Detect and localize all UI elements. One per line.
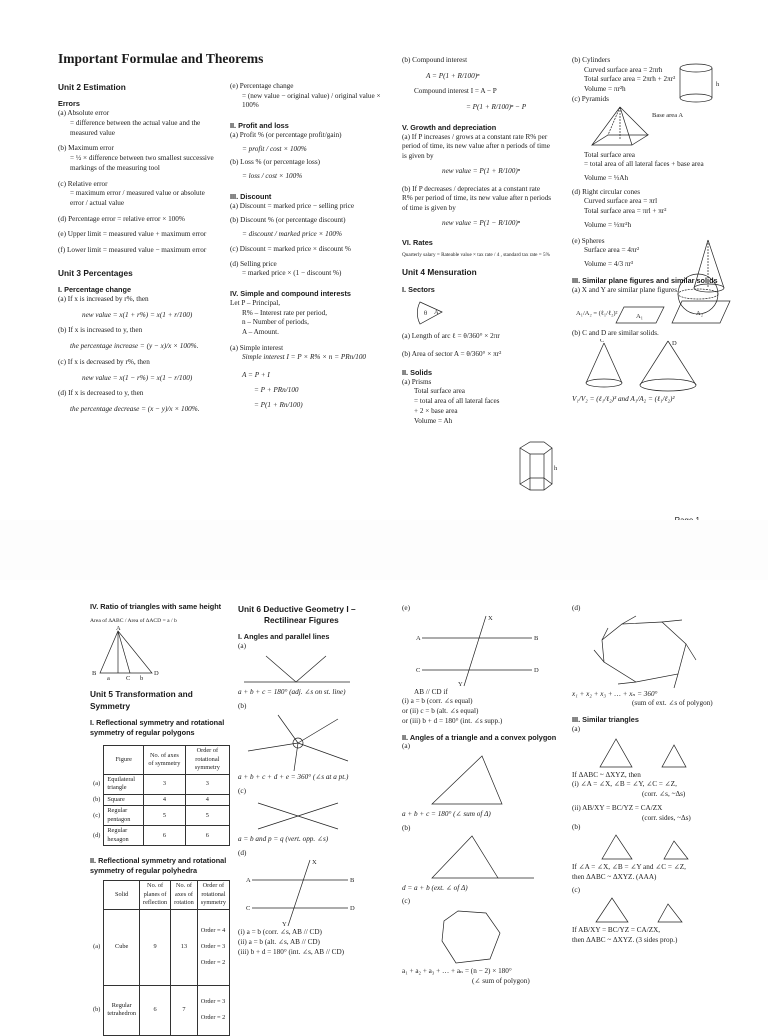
svg-text:D: D [154,670,159,678]
page-gap [0,520,768,580]
triangle-xyz [662,745,686,767]
prisms-line-1: Total surface area [414,387,465,396]
pyramid-volume: Volume = ⅓Ah [584,174,629,183]
solids-heading: II. Solids [402,367,433,377]
label-b-3: (b) [572,823,581,832]
similar-cones [572,339,732,395]
growth-a-formula: new value = P(1 + R/100)ⁿ [442,166,521,175]
table-row: (b) Square 4 4 [90,794,230,806]
polygon-interior-formula: a₁ + a₂ + a₃ + … + aₙ = (n − 2) × 180° [402,967,512,976]
unit-2-heading: Unit 2 Estimation [58,82,126,93]
label-a-2: (a) [402,742,410,751]
svg-text:C: C [126,675,131,683]
selling-price-formula: = marked price × (1 − discount %) [242,269,342,278]
compound-formula: A = P(1 + R/100)ⁿ [426,71,480,80]
cylinder-csa: Curved surface area = 2πrh [584,65,663,74]
svg-text:A₁: A₁ [636,313,643,321]
label-e: (e) [402,604,410,612]
svg-text:X: X [488,614,493,622]
prism-diagram [512,440,560,496]
pct-change-e: (e) Percentage change [230,82,294,90]
discount-a: (a) Discount = marked price − selling price [230,201,355,210]
pct-d-formula: the percentage decrease = (x − y)/x × 100%. [70,404,200,413]
vertically-opposite-formula: a = b and p = q (vert. opp. ∠s) [238,834,329,843]
growth-heading: V. Growth and depreciation [402,122,497,132]
svg-text:B: B [350,877,355,885]
prism-bottom [520,478,552,490]
triangle-abc-3 [596,898,628,922]
table-header-cell: Order of rotational symmetry [185,746,229,775]
unit-6-heading-2: Rectilinear Figures [264,615,339,626]
unit-5-heading: Unit 5 Transformation and Symmetry [90,689,193,711]
adjacent-angles-diagram [238,652,358,688]
triangle-abc-2 [602,835,632,859]
table-header-cell: Figure [104,746,144,775]
sector-label-a: A [434,309,439,317]
rs-polyhedra-heading: II. Reflectional symmetry and rotational symmetry of regular polyhedra [90,856,227,876]
parallel-test-diagram [402,614,542,688]
svg-text:D: D [672,340,677,348]
parallel-i: (i) a = b (corr. ∠s, AB // CD) [238,928,322,937]
similar-b-2: then ΔABC ~ ΔXYZ. (AAA) [572,872,657,881]
cylinder-volume: Volume = πr²h [584,85,626,94]
exterior-angles-reason: (sum of ext. ∠s of polygon) [632,699,713,708]
triangle-abc [600,739,632,767]
table-row: (c) Regular pentagon 5 5 [90,806,230,826]
discount-heading: III. Discount [230,191,272,201]
angles-parallel-heading: I. Angles and parallel lines [238,632,330,642]
similar-a-2-reason: (corr. ∠s, ~Δs) [642,790,686,799]
similar-a: (a) X and Y are similar plane figures. [572,285,679,294]
cylinder-diagram [676,62,726,104]
polygon-interior-reason: (∠ sum of polygon) [472,976,530,985]
relative-error-label: (c) Relative error [58,179,108,188]
errors-heading: Errors [58,99,80,109]
amount-formula-3: = P(1 + Rn/100) [254,400,303,409]
angles-at-point-diagram [238,711,358,773]
p2-column-2 [238,604,388,957]
parallel-test-1: (i) a = b (corr. ∠s equal) [402,697,473,706]
similar-triangles-c [572,896,712,926]
sector-label-theta: θ [424,310,428,318]
unit-6-heading: Unit 6 Deductive Geometry I – [238,604,356,614]
svg-text:A: A [416,634,421,642]
prisms-label: (a) Prisms [402,377,432,386]
cones-label: (d) Right circular cones [572,187,641,196]
label-b: (b) [238,701,247,710]
cone-c-base [586,379,622,387]
pct-a-formula: new value = x(1 + r%) = x(1 + r/100) [82,310,193,319]
parallel-test-2: or (ii) c = b (alt. ∠s equal) [402,707,479,716]
parallel-ii: (ii) a = b (alt. ∠s, AB // CD) [238,937,320,946]
rates-heading: VI. Rates [402,238,433,248]
cylinder-tsa: Total surface area = 2πrh + 2πr² [584,75,676,84]
similar-a-3-reason: (corr. sides, ~Δs) [642,813,691,822]
prisms-line-2: = total area of all lateral faces [414,397,500,406]
page-title: Important Formulae and Theorems [58,51,264,66]
pyramid-tsa-1: Total surface area [584,150,635,159]
triangle-polygon-heading: II. Angles of a triangle and a convex polygon [402,732,557,742]
cone-volume: Volume = ⅓πr²h [584,220,632,229]
ratio-triangles-diagram [90,625,170,685]
polygon-symmetry-table [90,745,230,846]
discount-b-formula: = discount / marked price × 100% [242,230,342,239]
interest-heading: IV. Simple and compound interests [230,289,351,299]
cone-tsa: Total surface area = πrl + πr² [584,207,667,216]
p2-column-4 [572,604,732,946]
svg-text:b: b [140,675,144,683]
sector-area: (b) Area of sector A = θ/360° × πr² [402,350,502,359]
amount-formula-2: = P + PRn/100 [254,385,299,394]
parallel-test-3: or (iii) b + d = 180° (int. ∠s supp.) [402,716,503,725]
rates-formula: Quarterly salary = Rateable value × tax rate / 4 , standard tax rate = 5% [402,252,550,259]
table-row: (d) Regular hexagon 6 6 [90,826,230,846]
exterior-angle-formula: d = a + b (ext. ∠ of Δ) [402,883,468,892]
similar-c-2: then ΔABC ~ ΔXYZ. (3 sides prop.) [572,935,678,944]
loss-pct-formula: = loss / cost × 100% [242,172,303,181]
pct-b-formula: the percentage increase = (y − x)/x × 100%. [70,342,199,351]
table-header-cell: No. of axes of symmetry [144,746,185,775]
absolute-error-def-2: measured value [70,128,115,137]
relative-error-def: = maximum error / measured value or absolute error / actual value [70,189,205,207]
label-a: (a) [238,642,246,651]
adjacent-angles-formula: a + b + c = 180° (adj. ∠s on st. line) [238,687,346,696]
similar-triangles-heading: III. Similar triangles [572,715,639,725]
p1-column-3 [402,56,560,426]
svg-text:D: D [350,905,355,913]
maximum-error-label: (b) Maximum error [58,144,114,153]
svg-text:h: h [716,81,720,88]
rs-polygons-heading: I. Reflectional symmetry and rotational symmetry of regular polygons [90,717,225,737]
similar-triangles-a [572,735,712,771]
parallel-lines-diagram [238,858,358,928]
ratio-formula: Area of ΔABC / Area of ΔACD = a / b [90,617,177,624]
p1-column-2 [230,82,388,410]
polyhedra-symmetry-table [90,880,230,1036]
triangle-abd [100,631,152,673]
compound-interest-formula-2: = P(1 + R/100)ⁿ − P [466,103,527,112]
profit-pct: (a) Profit % (or percentage profit/gain) [230,131,342,139]
pct-a: (a) If x is increased by r%, then [58,294,149,303]
svg-text:B: B [92,670,97,678]
svg-text:C: C [600,339,605,345]
cone-d-base [640,379,696,391]
similar-solids-formula: V₁/V₂ = (ℓ₁/ℓ₂)³ and A₁/A₂ = (ℓ₁/ℓ₂)² [572,395,675,404]
sector-diagram [402,294,462,328]
svg-text:A₂: A₂ [696,310,703,318]
similar-a-1: If ΔABC ~ ΔXYZ, then [572,770,641,779]
interest-let-p: Let P – Principal, [230,298,281,307]
svg-text:X: X [312,859,317,867]
loss-pct: (b) Loss % (or percentage loss) [230,158,321,167]
pct-change-e-formula: = (new value − original value) / original value × 100% [242,91,381,110]
table-row: (b) Regular tetrahedron 6 7 Order = 3 Order = 2 [90,985,230,1035]
interest-let-a: A – Amount. [242,328,279,337]
convex-polygon [442,911,500,963]
pct-b: (b) If x is increased to y, then [58,326,143,335]
pyramid-base-label: Base area A [652,111,684,119]
simple-interest: (a) Simple interest [230,343,284,352]
exterior-angle-diagram [402,834,542,884]
amount-formula-1: A = P + I [242,371,270,380]
angles-at-point-formula: a + b + c + d + e = 360° (∠s at a pt.) [238,773,349,782]
exterior-angles-formula: x₁ + x₂ + x₃ + … + xₙ = 360° [572,689,658,698]
ratio-heading: IV. Ratio of triangles with same height [90,602,222,611]
svg-text:A: A [116,625,121,633]
svg-text:Y: Y [282,921,287,929]
triangle-xyz-3 [658,904,682,922]
label-d: (d) [238,848,247,857]
p1-column-4 [572,56,732,405]
maximum-error-def: = ½ × difference between two smallest successive markings of the measuring tool [70,154,214,172]
interest-let-n: n – Number of periods, [242,318,309,327]
cube-orders: Order = 4 Order = 3 Order = 2 [197,909,229,985]
profit-pct-formula: = profit / cost × 100% [242,144,307,153]
parallel-iii: (iii) b + d = 180° (int. ∠s, AB // CD) [238,947,345,956]
sphere-volume: Volume = 4/3 πr³ [584,260,634,269]
tetrahedron-orders: Order = 3 Order = 2 [197,985,229,1035]
label-c: (c) [238,787,246,796]
similar-b-1: If ∠A = ∠X, ∠B = ∠Y and ∠C = ∠Z, [572,863,686,872]
compound-interest-formula: Compound interest I = A − P [414,87,497,96]
absolute-error-label: (a) Absolute error [58,109,110,118]
arc-length: (a) Length of arc ℓ = θ/360° × 2πr [402,332,500,341]
label-b-2: (b) [402,823,411,832]
svg-text:D: D [534,666,539,674]
absolute-error-def-1: = difference between the actual value and the [70,118,201,127]
sphere-diagram [676,272,720,316]
discount-b: (b) Discount % (or percentage discount) [230,216,346,225]
parallel-test-0: AB // CD if [414,687,448,696]
pyramids-label: (c) Pyramids [572,94,609,103]
label-a-3: (a) [572,725,580,733]
sphere-area: Surface area = 4πr² [584,246,640,255]
pyramid-tsa-2: = total area of all lateral faces + base area [584,160,704,169]
table-row: (a) Cube 9 13 Order = 4 Order = 3 Order = 2 [90,909,230,985]
similar-a-2: (i) ∠A = ∠X, ∠B = ∠Y, ∠C = ∠Z, [572,780,677,789]
simple-interest-formula: Simple interest I = P × R% × n = PRn/100 [242,353,367,362]
vertically-opposite-diagram [238,797,358,835]
page-2 [0,580,768,1024]
interest-let-r: R% – Interest rate per period, [242,308,328,317]
label-d-2: (d) [572,604,581,612]
svg-text:Y: Y [458,680,463,688]
lower-limit: (f) Lower limit = measured value − maximum error [58,246,207,255]
growth-b: (b) If P decreases / depreciates at a constant rate R% per period of time, its new value after n periods of time is given by [402,184,552,213]
compound-interest: (b) Compound interest [402,56,468,64]
convex-polygon-2 [602,622,686,682]
prism-label-h: h [554,465,558,472]
polygon-interior-diagram [402,907,542,967]
svg-text:A: A [246,877,251,885]
svg-text:C: C [246,905,251,913]
svg-text:B: B [534,634,539,642]
prism-top [520,442,552,454]
upper-limit: (e) Upper limit = measured value + maximum error [58,230,207,239]
similar-c-1: If AB/XY = BC/YZ = CA/ZX, [572,926,661,935]
pct-d: (d) If x is decreased to y, then [58,389,144,398]
prisms-line-4: Volume = Ah [414,416,453,425]
triangle-xyz-2 [664,841,688,859]
sectors-heading: I. Sectors [402,284,435,294]
triangle-angle-sum-diagram [402,752,542,810]
unit-4-heading: Unit 4 Mensuration [402,267,477,278]
profit-loss-heading: II. Profit and loss [230,121,289,131]
svg-text:C: C [416,666,421,674]
cylinders-label: (b) Cylinders [572,56,611,64]
similar-plane-formula: A₁/A₂ = (ℓ₁/ℓ₂)² [576,310,618,318]
table-row: (a) Equilateral triangle 3 3 [90,774,230,794]
label-c-2: (c) [402,897,410,906]
table-header-row: Solid No. of planes of reflection No. of axes of rotation Order of rotational symmetry [90,881,230,910]
similar-b: (b) C and D are similar solids. [572,329,659,338]
prisms-line-3: + 2 × base area [414,406,458,415]
pct-c-formula: new value = x(1 − r%) = x(1 − r/100) [82,373,193,382]
svg-text:a: a [107,675,110,683]
percentage-error: (d) Percentage error = relative error × 100% [58,214,185,223]
similar-triangles-b [572,833,712,863]
triangle [432,756,502,804]
label-c-3: (c) [572,886,580,895]
spheres-label: (e) Spheres [572,236,605,245]
p2-column-1 [90,602,230,1036]
pyramid-base [592,135,648,145]
discount-c: (c) Discount = marked price × discount % [230,244,351,253]
pyramid-diagram [572,105,702,151]
cone-csa: Curved surface area = πrl [584,197,658,206]
exterior-angles-polygon-diagram [572,614,712,690]
growth-b-formula: new value = P(1 − R/100)ⁿ [442,218,521,227]
unit-3-heading: Unit 3 Percentages [58,267,133,278]
selling-price: (d) Selling price [230,259,277,268]
p2-column-3 [402,604,560,986]
triangle-angle-sum-formula: a + b + c = 180° (∠ sum of Δ) [402,810,491,819]
pct-c: (c) If x is decreased by r%, then [58,357,150,366]
growth-a: (a) If P increases / grows at a constant rate R% per period of time, its new value after n periods of time is given by [402,132,550,161]
percentage-change-heading: I. Percentage change [58,285,131,295]
triangle-ext [432,836,498,878]
similar-heading: III. Similar plane figures and similar solids [572,275,718,285]
table-header-row [90,746,230,775]
similar-a-3: (ii) AB/XY = BC/YZ = CA/ZX [572,803,663,812]
